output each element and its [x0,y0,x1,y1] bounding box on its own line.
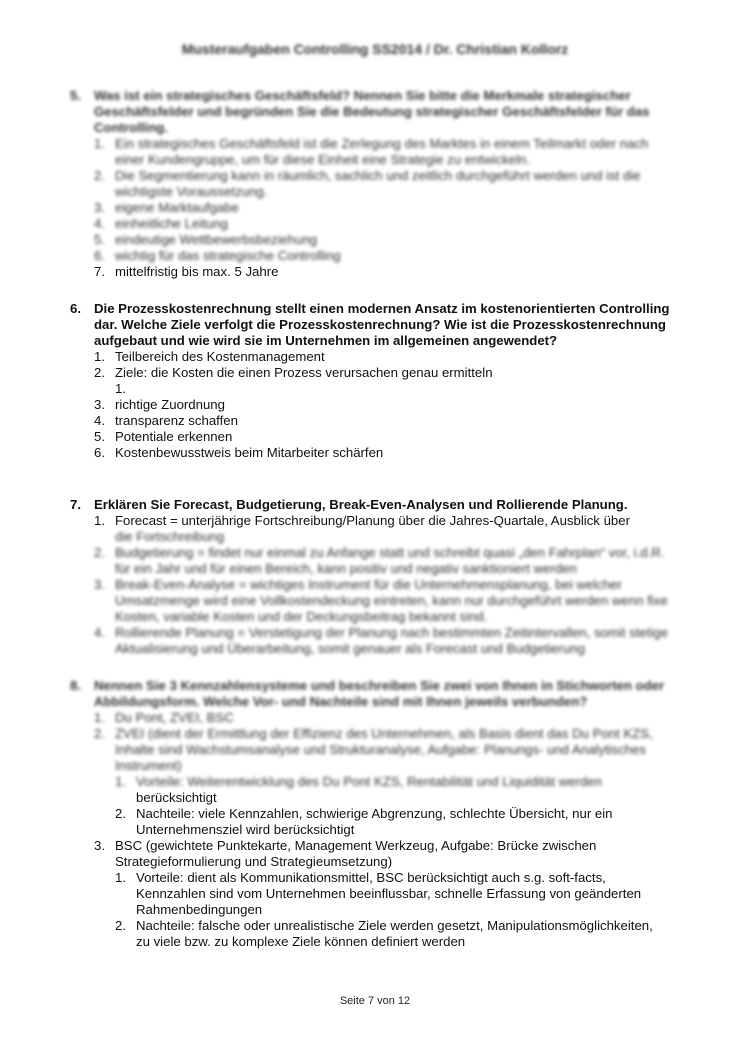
item-number: 6. [94,445,105,460]
list-item [94,577,670,625]
item-text: eindeutige Wettbewerbsbeziehung [115,232,318,247]
list-item [94,397,670,413]
sub-list-item [115,870,670,918]
item-number: 4. [94,216,105,231]
list-item [94,429,670,445]
question-8 [70,678,670,950]
item-number: 5. [94,232,105,247]
sub-list-item-continuation [115,790,670,806]
item-text: richtige Zuordnung [115,397,225,412]
question-heading [70,678,670,710]
answer-list [70,513,670,657]
item-number: 2. [94,365,105,380]
question-number: 7. [70,497,81,512]
item-text: Ein strategisches Geschäftsfeld ist die Zerlegung des Marktes in einem Teilmarkt oder nach einer Kundengruppe, um für diese Einheit eine Strategie zu entwickeln. [115,136,649,167]
item-text: Nachteile: falsche oder unrealistische Ziele werden gesetzt, Manipulationsmöglichkeiten, zu viele bzw. zu komplexe Ziele können definiert werden [136,918,653,949]
answer-list [70,710,670,950]
question-heading [70,88,670,136]
question-number: 8. [70,678,81,693]
sub-list-item [115,918,670,950]
item-number: 6. [94,248,105,263]
answer-list [70,136,670,280]
item-text: Forecast = unterjährige Fortschreibung/Planung über die Jahres-Quartale, Ausblick über [115,513,630,528]
question-heading [70,497,670,513]
item-text: Kostenbewusstweis beim Mitarbeiter schärfen [115,445,384,460]
item-number: 3. [94,838,105,853]
item-number [94,381,115,397]
question-number: 6. [70,301,81,316]
item-text: Teilbereich des Kostenmanagement [115,349,325,364]
item-number: 1. [115,774,126,789]
item-number: 1. [94,710,105,725]
item-text: Nachteile: viele Kennzahlen, schwierige Abgrenzung, schlechte Übersicht, nur ein Unternehmensziel wird berücksichtigt [136,806,613,837]
item-text: Vorteile: Weiterentwicklung des Du Pont KZS, Rentabilität und Liquidität werden [136,774,602,789]
item-text: einheitliche Leitung [115,216,228,231]
item-text: wichtig für das strategische Controlling [115,248,341,263]
item-text: Vorteile: dient als Kommunikationsmittel, BSC berücksichtigt auch s.g. soft-facts, Kennzahlen sind vom Unternehmen beeinflussbar, schnelle Erfassung von geänderten Rahmenbedingungen [136,870,642,917]
question-6 [70,301,670,461]
item-text: Die Segmentierung kann in räumlich, sachlich und zeitlich durchgeführt werden und ist die wichtigste Voraussetzung. [115,168,641,199]
question-text: Nennen Sie 3 Kennzahlensysteme und beschreiben Sie zwei von Ihnen in Stichworten oder Abbildungsform. Welche Vor- und Nachteile sind mit Ihnen jeweils verbunden? [94,678,665,709]
item-text: transparenz schaffen [115,413,238,428]
item-text: Du Pont, ZVEI, BSC [115,710,234,725]
item-number: 1. [94,349,105,364]
item-text: 1. [115,381,126,396]
question-heading [70,301,670,349]
list-item [94,625,670,657]
item-number: 5. [94,429,105,444]
list-item [94,545,670,577]
item-number: 3. [94,397,105,412]
item-text: Break-Even-Analyse = wichtiges Instrument für die Unternehmensplanung, bei welcher Umsatzmenge wird eine Vollkostendeckung eintreten, kann nur durchgeführt werden wenn fixe Kosten, variable Kosten und der Deckungsbeitrag bekannt sind. [115,577,668,624]
item-text: Ziele: die Kosten die einen Prozess verursachen genau ermitteln [115,365,493,380]
item-text: mittelfristig bis max. 5 Jahre [115,264,279,279]
question-number: 5. [70,88,81,103]
list-item [94,168,670,200]
item-text: die Fortschreibung [115,529,225,544]
item-number: 1. [115,870,126,885]
sub-list-item [115,774,670,790]
item-text: Budgetierung = findet nur einmal zu Anfange statt und schreibt quasi „den Fahrplan“ vor, i.d.R. für ein Jahr und für einen Bereich, kann positiv und negativ sanktioniert werden [115,545,665,576]
item-number: 3. [94,200,105,215]
list-item [94,200,670,216]
list-item [94,445,670,461]
item-number: 7. [94,264,105,279]
item-text: Rollierende Planung = Verstetigung der Planung nach bestimmten Zeitintervallen, somit stetige Aktualisierung und Überarbeitung, somit genauer als Forecast und Budgetierung [115,625,669,656]
list-item [94,264,670,280]
list-item [94,365,670,381]
question-text: Was ist ein strategisches Geschäftsfeld? Nennen Sie bitte die Merkmale strategischer Geschäftsfelder und begründen Sie die Bedeutung strategischer Geschäftsfelder für das Controlling. [94,88,650,135]
item-number: 2. [115,806,126,821]
list-item [94,349,670,365]
list-item [94,381,670,397]
list-item [94,232,670,248]
item-text: berücksichtigt [136,790,217,805]
item-number: 4. [94,625,105,640]
question-5 [70,88,670,280]
list-item [94,710,670,726]
list-item [94,216,670,232]
question-text: Die Prozesskostenrechnung stellt einen modernen Ansatz im kostenorientierten Controlling dar. Welche Ziele verfolgt die Prozesskostenrechnung? Wie ist die Prozesskostenrechnung aufgebaut und wie wird sie im Unternehmen im allgemeinen angewendet? [94,301,670,348]
question-text: Erklären Sie Forecast, Budgetierung, Break-Even-Analysen und Rollierende Planung. [94,497,628,512]
list-item [94,513,670,529]
item-text: BSC (gewichtete Punktekarte, Management Werkzeug, Aufgabe: Brücke zwischen Strategieformulierung und Strategieumsetzung) [115,838,597,869]
list-item [94,248,670,264]
item-number: 3. [94,577,105,592]
list-item [94,413,670,429]
sub-list-item [115,806,670,838]
item-number: 2. [94,545,105,560]
answer-list [70,349,670,461]
question-7 [70,497,670,657]
item-number: 2. [94,726,105,741]
item-number: 2. [94,168,105,183]
item-text: eigene Marktaufgabe [115,200,239,215]
list-item [94,838,670,870]
page-title: Musteraufgaben Controlling SS2014 / Dr. Christian Kollorz [181,41,569,57]
list-item [94,726,670,774]
list-item-continuation [94,529,670,545]
page-number: Seite 7 von 12 [339,995,411,1007]
list-item [94,136,670,168]
item-number: 2. [115,918,126,933]
item-text: ZVEI (dient der Ermittlung der Effizienz des Unternehmen, als Basis dient das Du Pont KZS, Inhalte sind Wachstumsanalyse und Strukturanalyse, Aufgabe: Planungs- und Analytisches Instrument) [115,726,653,773]
item-number: 1. [94,136,105,151]
item-text: Potentiale erkennen [115,429,233,444]
item-number: 4. [94,413,105,428]
item-number: 1. [94,513,105,528]
